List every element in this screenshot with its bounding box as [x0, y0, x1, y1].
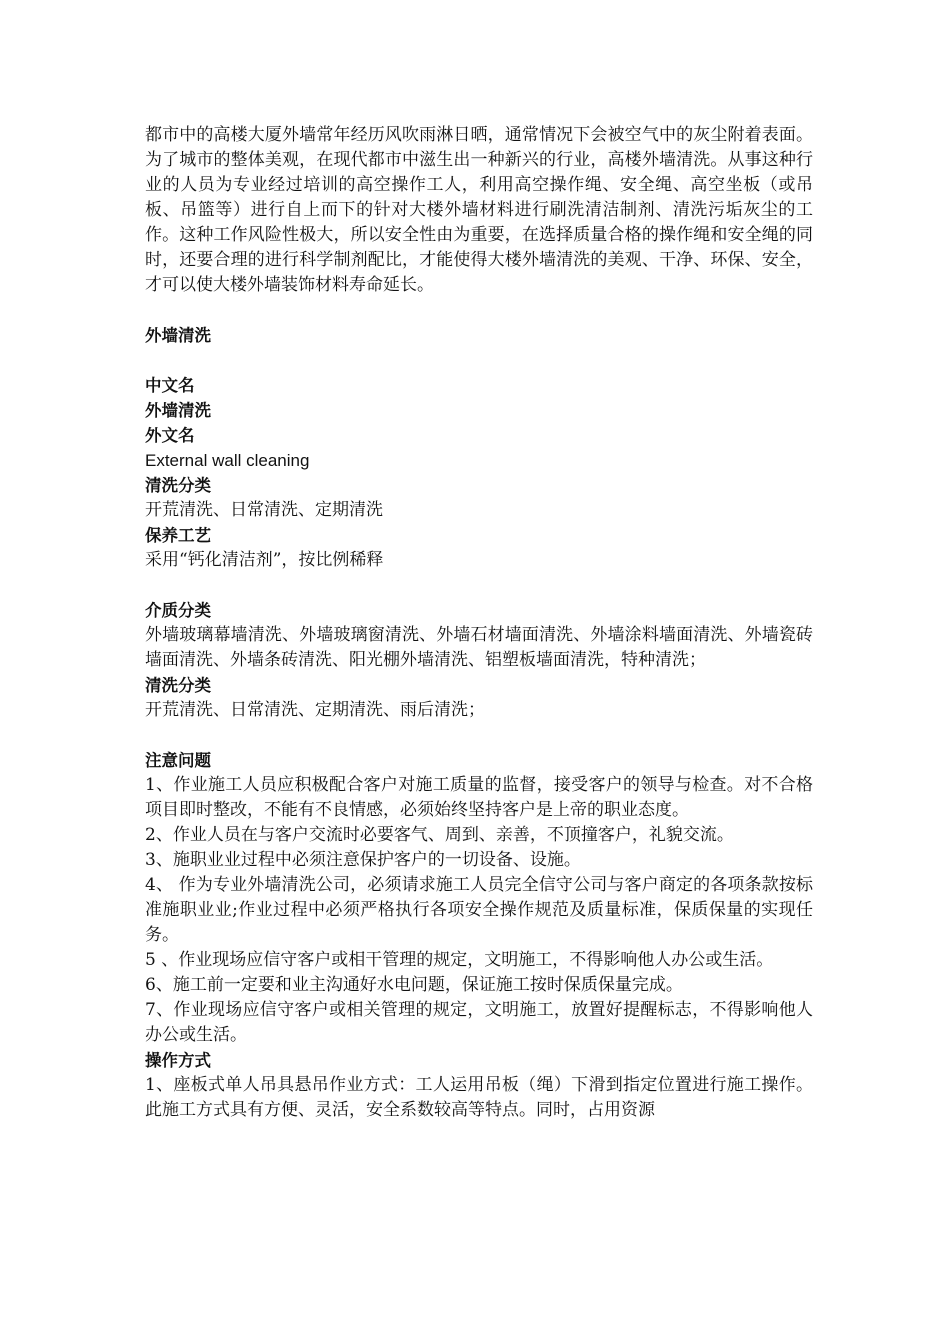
media-label: 介质分类 — [145, 601, 211, 620]
note-item: 1、作业施工人员应积极配合客户对施工质量的监督，接受客户的领导与检查。对不合格项目即时整改，不能有不良情感，必须始终坚持客户是上帝的职业态度。 — [145, 775, 813, 820]
note-item: 7、作业现场应信守客户或相关管理的规定，文明施工，放置好提醒标志，不得影响他人办公或生活。 — [145, 1000, 813, 1045]
cleaning-value: 开荒清洗、日常清洗、定期清洗、雨后清洗； — [145, 700, 485, 720]
note-item: 4、 作为专业外墙清洗公司，必须请求施工人员完全信守公司与客户商定的各项条款按标准施职业业;作业过程中必须严格执行各项安全操作规范及质量标准，保质保量的实现任务。 — [145, 875, 813, 945]
spacer — [145, 723, 813, 748]
en-name-label: 外文名 — [145, 426, 195, 445]
spacer — [145, 298, 813, 323]
en-name-value: External wall cleaning — [145, 451, 310, 470]
note-item: 6、施工前一定要和业主沟通好水电问题，保证施工按时保质保量完成。 — [145, 975, 683, 995]
operation-item: 1、座板式单人吊具悬吊作业方式：工人运用吊板（绳）下滑到指定位置进行施工操作。此施工方式具有方便、灵活，安全系数较高等特点。同时，占用资源 — [145, 1075, 813, 1120]
process-label: 保养工艺 — [145, 526, 211, 545]
media-value: 外墙玻璃幕墙清洗、外墙玻璃窗清洗、外墙石材墙面清洗、外墙涂料墙面清洗、外墙瓷砖墙面清洗、外墙条砖清洗、阳光棚外墙清洗、铝塑板墙面清洗，特种清洗； — [145, 625, 813, 670]
note-item: 2、作业人员在与客户交流时必要客气、周到、亲善，不顶撞客户，礼貌交流。 — [145, 825, 734, 845]
operation-label: 操作方式 — [145, 1051, 211, 1070]
intro-paragraph: 都市中的高楼大厦外墙常年经历风吹雨淋日晒，通常情况下会被空气中的灰尘附着表面。为了城市的整体美观，在现代都市中滋生出一种新兴的行业，高楼外墙清洗。从事这种行业的人员为专业经过培训的高空操作工人，利用高空操作绳、安全绳、高空坐板（或吊板、吊篮等）进行自上而下的针对大楼外墙材料进行刷洗清洁制剂、清洗污垢灰尘的工作。这种工作风险性极大，所以安全性由为重要，在选择质量合格的操作绳和安全绳的同时，还要合理的进行科学制剂配比，才能使得大楼外墙清洗的美观、干净、环保、安全，才可以使大楼外墙装饰材料寿命延长。 — [145, 125, 813, 295]
note-item: 3、施职业业过程中必须注意保护客户的一切设备、设施。 — [145, 850, 581, 870]
spacer — [145, 573, 813, 598]
note-item: 5 、作业现场应信守客户或相干管理的规定，文明施工，不得影响他人办公或生活。 — [145, 950, 774, 970]
cleaning-label: 清洗分类 — [145, 676, 211, 695]
cn-name-label: 中文名 — [145, 376, 195, 395]
category-value: 开荒清洗、日常清洗、定期清洗 — [145, 500, 383, 520]
spacer — [145, 348, 813, 373]
notes-label: 注意问题 — [145, 751, 211, 770]
section-title: 外墙清洗 — [145, 326, 211, 345]
document-page — [145, 123, 813, 1123]
category-label: 清洗分类 — [145, 476, 211, 495]
cn-name-value: 外墙清洗 — [145, 401, 211, 420]
process-value: 采用“钙化清洁剂”，按比例稀释 — [145, 550, 384, 570]
